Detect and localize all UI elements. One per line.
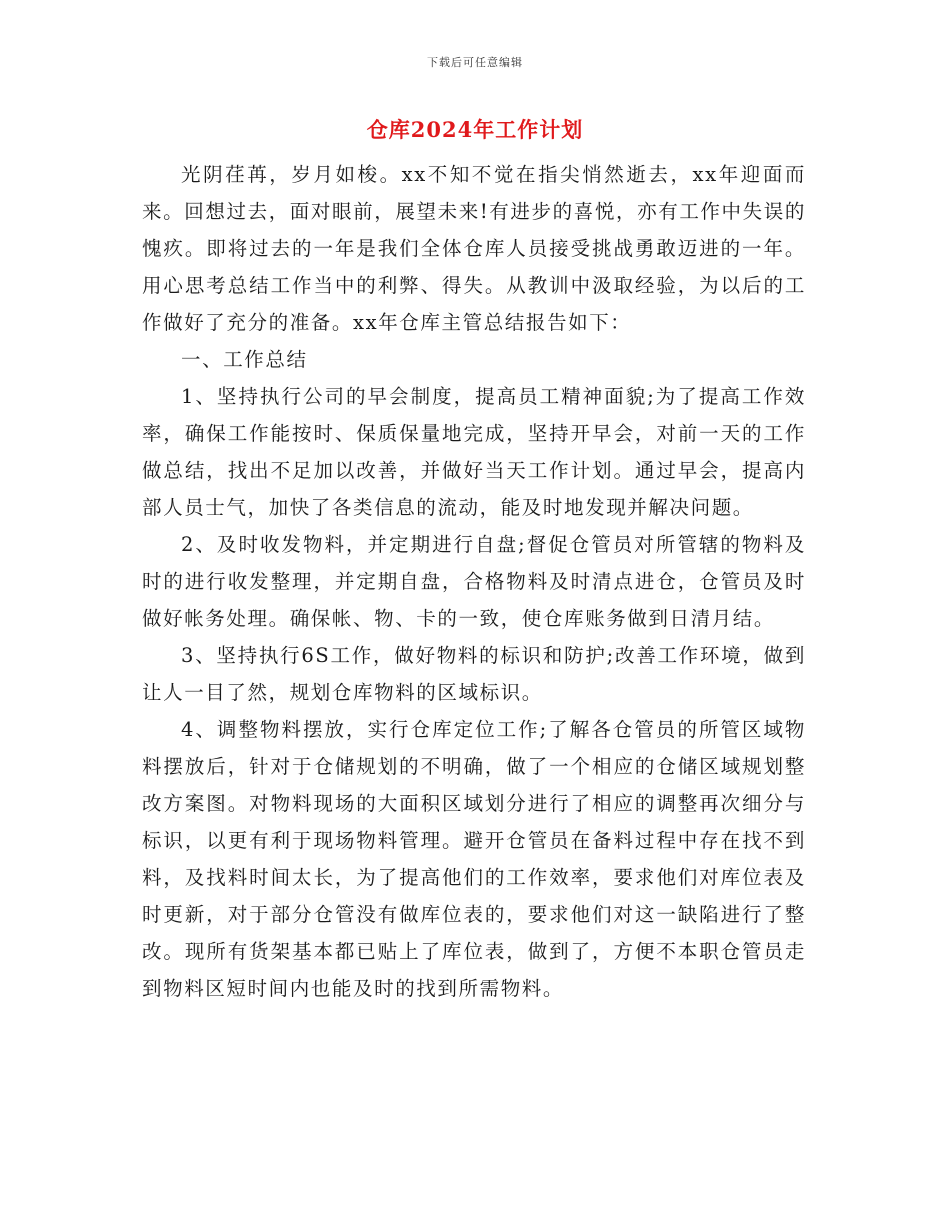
paragraph-item-2: 2、及时收发物料，并定期进行自盘;督促仓管员对所管辖的物料及时的进行收发整理，并定期自盘，合格物料及时清点进仓，仓管员及时做好帐务处理。确保帐、物、卡的一致，使仓库账务做到日清月结。 — [142, 533, 806, 630]
section-heading: 一、工作总结 — [181, 348, 308, 371]
header-note: 下载后可任意编辑 — [427, 56, 523, 69]
paragraph-item-4: 4、调整物料摆放，实行仓库定位工作;了解各仓管员的所管区域物料摆放后，针对于仓储规划的不明确，做了一个相应的仓储区域规划整改方案图。对物料现场的大面积区域划分进行了相应的调整再次细分与标识，以更有利于现场物料管理。避开仓管员在备料过程中存在找不到料，及找料时间太长，为了提高他们的工作效率，要求他们对库位表及时更新，对于部分仓管没有做库位表的，要求他们对这一缺陷进行了整改。现所有货架基本都已贴上了库位表，做到了，方便不本职仓管员走到物料区短时间内也能及时的找到所需物料。 — [142, 718, 806, 1000]
intro-paragraph: 光阴荏苒，岁月如梭。xx不知不觉在指尖悄然逝去，xx年迎面而来。回想过去，面对眼前，展望未来!有进步的喜悦，亦有工作中失误的愧疚。即将过去的一年是我们全体仓库人员接受挑战勇敢迈进的一年。用心思考总结工作当中的利弊、得失。从教训中汲取经验，为以后的工作做好了充分的准备。xx年仓库主管总结报告如下： — [142, 163, 806, 334]
document-body — [142, 156, 806, 1007]
paragraph-item-1: 1、坚持执行公司的早会制度，提高员工精神面貌;为了提高工作效率，确保工作能按时、保质保量地完成，坚持开早会，对前一天的工作做总结，找出不足加以改善，并做好当天工作计划。通过早会，提高内部人员士气，加快了各类信息的流动，能及时地发现并解决问题。 — [142, 385, 806, 519]
paragraph-item-3: 3、坚持执行6S工作，做好物料的标识和防护;改善工作环境，做到让人一目了然，规划仓库物料的区域标识。 — [142, 644, 806, 704]
document-title: 仓库2024年工作计划 — [366, 117, 584, 142]
